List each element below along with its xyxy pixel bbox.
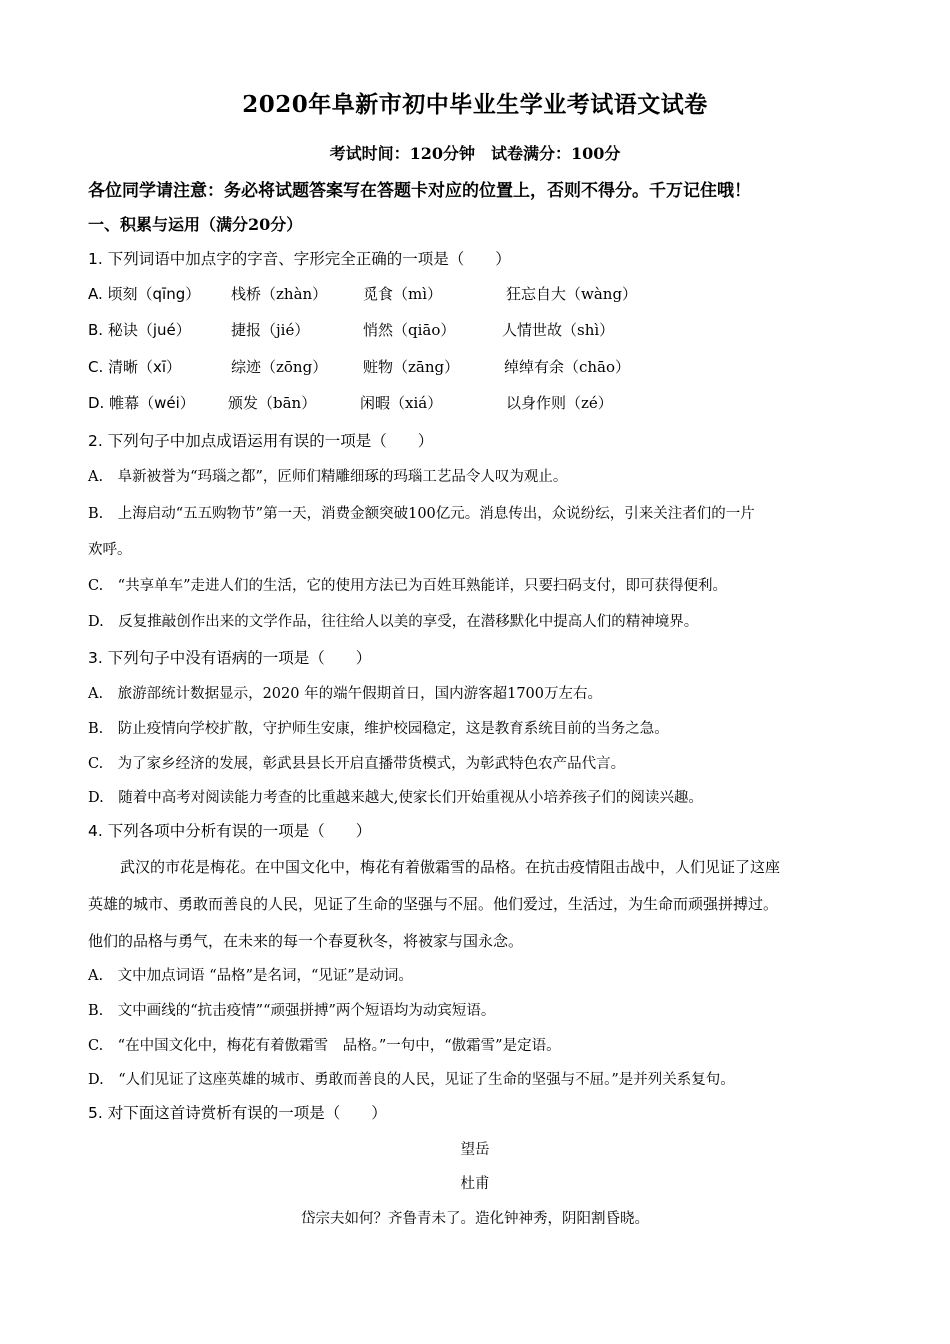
q4-passage-line-1: 武汉的市花是梅花。在中国文化中，梅花有着傲霜雪的品格。在抗击疫情阻击战中，人们见证了这座 [120,858,781,876]
q3-option-b: B. 防止疫情向学校扩散，守护师生安康，维护校园稳定，这是教育系统目前的当务之急。 [88,721,669,737]
q4-option-d: D. “人们见证了这座英雄的城市、勇敢而善良的人民，见证了生命的坚强与不屈。”是并列关系复句。 [88,1072,735,1088]
q4-option-c: C. “在中国文化中，梅花有着傲霜雪 品格。”一句中，“傲霜雪”是定语。 [88,1038,561,1054]
question-4-stem: 4. 下列各项中分析有误的一项是（ ） [88,822,372,840]
q1-option-c-item-1: C. 清晰（xī） [88,358,182,376]
q4-option-b: B. 文中画线的“抗击疫情”“顽强拼搏”两个短语均为动宾短语。 [88,1003,496,1019]
exam-notice: 各位同学请注意：务必将试题答案写在答题卡对应的位置上，否则不得分。千万记住哦！ [88,181,751,201]
q1-option-c-item-3: 赃物（zāng） [363,358,460,376]
q1-option-c-item-4: 绰绰有余（chāo） [504,358,631,376]
q4-passage-line-3: 他们的品格与勇气，在未来的每一个春夏秋冬，将被家与国永念。 [88,932,524,950]
q2-option-a: A. 阜新被誉为“玛瑙之都”，匠师们精雕细琢的玛瑙工艺品令人叹为观止。 [88,469,568,485]
q2-option-b: B. 上海启动“五五购物节”第一天，消费金额突破100亿元。消息传出，众说纷纭，引来关注者们的一片 [88,506,755,522]
section-heading: 一、积累与运用（满分20分） [88,215,303,234]
q3-option-d: D. 随着中高考对阅读能力考查的比重越来越大,使家长们开始重视从小培养孩子们的阅读兴趣。 [88,790,703,806]
q1-option-a-item-2: 栈桥（zhàn） [231,285,328,303]
poem-line: 岱宗夫如何？齐鲁青未了。造化钟神秀，阴阳割昏晓。 [301,1211,649,1227]
q1-option-d-item-2: 颁发（bān） [228,394,317,412]
q3-option-a: A. 旅游部统计数据显示，2020 年的端午假期首日，国内游客超1700万左右。 [88,686,602,702]
question-3-stem: 3. 下列句子中没有语病的一项是（ ） [88,649,372,667]
question-5-stem: 5. 对下面这首诗赏析有误的一项是（ ） [88,1104,387,1122]
q1-option-b-item-1: B. 秘诀（jué） [88,321,191,339]
q4-passage-line-2: 英雄的城市、勇敢而善良的人民，见证了生命的坚强与不屈。他们爱过，生活过，为生命而顽强拼搏过。 [88,895,779,913]
q1-option-a-item-1: A. 顷刻（qīng） [88,285,201,303]
poem-title: 望岳 [460,1142,490,1158]
q1-option-d-item-1: D. 帷幕（wéi） [88,394,195,412]
q2-option-c: C. “共享单车”走进人们的生活，它的使用方法已为百姓耳熟能详，只要扫码支付，即可获得便利。 [88,578,728,594]
q1-option-b-item-3: 悄然（qiāo） [363,321,456,339]
q2-option-d: D. 反复推敲创作出来的文学作品，往往给人以美的享受，在潜移默化中提高人们的精神境界。 [88,614,699,630]
q4-option-a: A. 文中加点词语 “品格”是名词，“见证”是动词。 [88,968,413,984]
q1-option-a-item-4: 狂忘自大（wàng） [506,285,638,303]
q1-option-d-item-4: 以身作则（zé） [506,394,613,412]
q1-option-b-item-4: 人情世故（shì） [502,321,615,339]
q1-option-a-item-3: 觅食（mì） [363,285,443,303]
q1-option-d-item-3: 闲暇（xiá） [360,394,443,412]
q3-option-c: C. 为了家乡经济的发展，彰武县县长开启直播带货模式，为彰武特色农产品代言。 [88,756,626,772]
q2-option-b-continued: 欢呼。 [88,542,132,558]
poem-author: 杜甫 [460,1176,490,1192]
q1-option-c-item-2: 综迹（zōng） [231,358,328,376]
exam-subtitle: 考试时间：120分钟 试卷满分：100分 [329,144,621,163]
exam-title: 2020年阜新市初中毕业生学业考试语文试卷 [242,91,708,118]
question-2-stem: 2. 下列句子中加点成语运用有误的一项是（ ） [88,432,434,450]
q1-option-b-item-2: 捷报（jié） [231,321,310,339]
question-1-stem: 1. 下列词语中加点字的字音、字形完全正确的一项是（ ） [88,250,511,268]
